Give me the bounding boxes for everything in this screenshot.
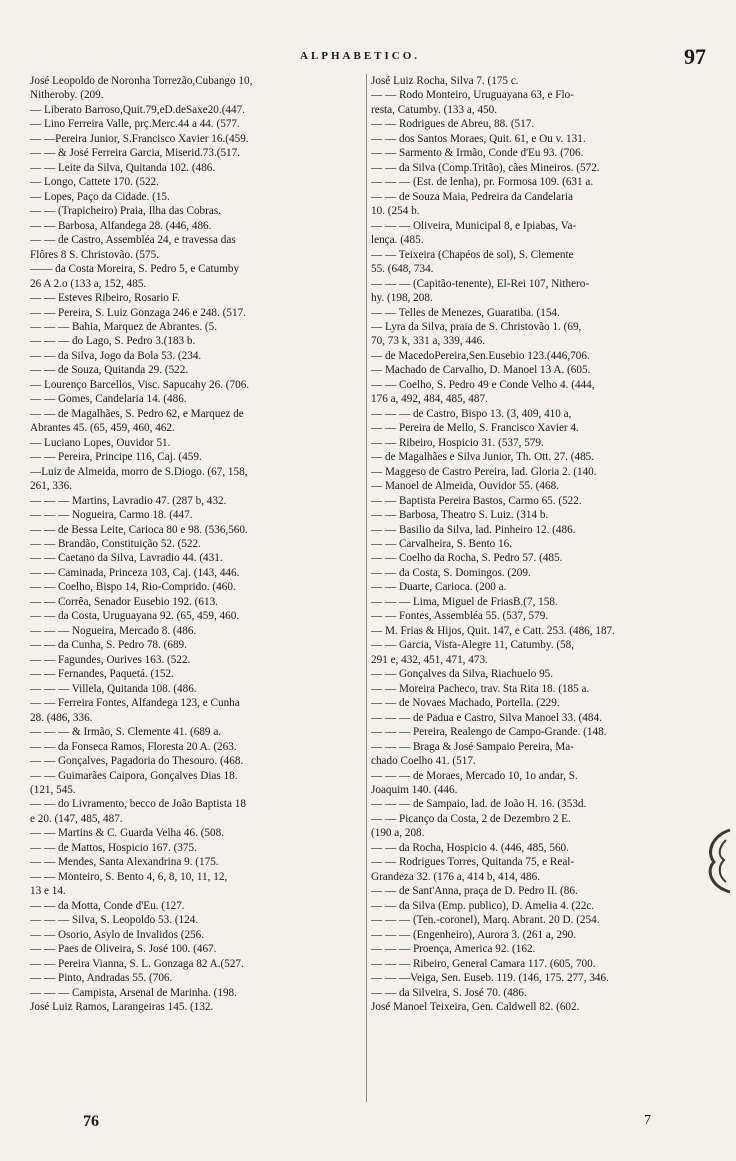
directory-entry: Grandeza 32. (176 a, 414 b, 414, 486.: [371, 870, 541, 883]
right-column: [371, 74, 707, 1014]
directory-entry: — — Picanço da Costa, 2 de Dezembro 2 E.: [371, 812, 571, 825]
directory-entry: — — —Veiga, Sen. Euseb. 119. (146, 175. 277, 346.: [371, 972, 609, 985]
directory-entry: 55. (648, 734.: [371, 263, 434, 276]
directory-entry: — Manoel de Almeida, Ouvidor 55. (468.: [371, 480, 559, 493]
directory-entry: — — Rodrigues Torres, Quitanda 75, e Real-: [371, 856, 575, 869]
directory-entry: — M. Frias & Hijos, Quit. 147, e Catt. 253. (486, 187.: [371, 624, 615, 637]
column-divider: [366, 74, 367, 1102]
directory-entry: — Luciano Lopes, Ouvidor 51.: [30, 436, 171, 449]
directory-entry: — de MacedoPereira,Sen.Eusebio 123.(446,706.: [371, 349, 590, 362]
directory-entry: — — — Lima, Miguel de FriasB.(7, 158.: [371, 595, 558, 608]
directory-entry: — — — de Moraes, Mercado 10, 1o andar, S.: [371, 769, 578, 782]
directory-entry: — — de Sant'Anna, praça de D. Pedro II. (86.: [371, 885, 578, 898]
directory-entry: — — Basilio da Silva, lad. Pinheiro 12. (486.: [371, 523, 576, 536]
directory-entry: — — — Oliveira, Municipal 8, e Ipiabas, Va-: [371, 219, 577, 232]
directory-entry: — Lino Ferreira Valle, prç.Merc.44 a 44. (577.: [30, 118, 240, 131]
directory-entry: 13 e 14.: [30, 885, 66, 898]
sheet-mark: 7: [644, 1113, 651, 1128]
directory-entry: 10. (254 b.: [371, 205, 420, 218]
directory-entry: — — Caminada, Princeza 103, Caj. (143, 446.: [30, 566, 240, 579]
directory-entry: — —Pereira Junior, S.Francisco Xavier 16.(459.: [30, 132, 249, 145]
directory-entry: — — — Ribeiro, General Camara 117. (605, 700.: [371, 957, 596, 970]
directory-entry: — — Barbosa, Alfandega 28. (446, 486.: [30, 219, 212, 232]
directory-entry: — — Fernandes, Paquetá. (152.: [30, 668, 174, 681]
directory-entry: — — — Braga & José Sampaio Pereira, Ma-: [371, 740, 574, 753]
directory-entry: — — — de Castro, Bispo 13. (3, 409, 410 a,: [371, 407, 572, 420]
directory-entry: — — & José Ferreira Garcia, Miserid.73.(517.: [30, 147, 241, 160]
directory-entry: — — Leite da Silva, Quitanda 102. (486.: [30, 161, 216, 174]
directory-entry: — — de Novaes Machado, Portella. (229.: [371, 697, 560, 710]
directory-entry: — — — Campista, Arsenal de Marinha. (198.: [30, 986, 237, 999]
directory-entry: — — Ribeiro, Hospicio 31. (537, 579.: [371, 436, 544, 449]
directory-entry: — — dos Santos Moraes, Quit. 61, e Ou v. 131.: [371, 132, 586, 145]
directory-entry: — — Coelho da Rocha, S. Pedro 57. (485.: [371, 552, 563, 565]
directory-entry: — Machado de Carvalho, D. Manoel 13 A. (605.: [371, 364, 591, 377]
directory-entry: — — (Trapicheiro) Praia, Ilha das Cobras.: [30, 205, 221, 218]
directory-entry: — — da Silva (Comp.Tritão), cães Mineiros. (572.: [371, 161, 600, 174]
directory-entry: — — Pereira, S. Luiz Gonzaga 246 e 248. (517.: [30, 306, 246, 319]
directory-entry: — — — (Engenheiro), Aurora 3. (261 a, 290.: [371, 928, 577, 941]
directory-entry: — Lourenço Barcellos, Visc. Sapucahy 26. (706.: [30, 378, 250, 391]
directory-entry: — — do Livramento, becco de João Baptista 18: [30, 798, 246, 811]
directory-entry: — — Pereira de Mello, S. Francisco Xavier 4.: [371, 422, 579, 435]
directory-entry: — — — Nogueira, Carmo 18. (447.: [30, 509, 193, 522]
directory-entry: — — Teixeira (Chapéos de sol), S. Clemente: [371, 248, 574, 261]
directory-entry: — — — (Est. de lenha), pr. Formosa 109. (631 a.: [371, 176, 594, 189]
directory-entry: — — de Bessa Leite, Carioca 80 e 98. (536,560.: [30, 523, 248, 536]
directory-entry: hy. (198, 208.: [371, 292, 433, 305]
directory-entry: — — — do Lago, S. Pedro 3.(183 b.: [30, 335, 196, 348]
directory-entry: — de Magalhães e Silva Junior, Th. Ott. 27. (485.: [371, 451, 595, 464]
directory-entry: 70, 73 k, 331 a, 339, 446.: [371, 335, 486, 348]
directory-entry: — — — Pereira, Realengo de Campo-Grande. (148.: [371, 726, 607, 739]
directory-entry: resta, Catumby. (133 a, 450.: [371, 103, 498, 116]
directory-entry: — — Gomes, Candelaria 14. (486.: [30, 393, 187, 406]
directory-entry: — — de Magalhães, S. Pedro 62, e Marquez de: [30, 407, 244, 420]
directory-entry: — Maggeso de Castro Pereira, lad. Gloria 2. (140.: [371, 465, 597, 478]
directory-entry: — — Garcia, Vista-Alegre 11, Catumby. (58,: [371, 639, 575, 652]
directory-entry: e 20. (147, 485, 487.: [30, 812, 123, 825]
directory-entry: (190 a, 208.: [371, 827, 425, 840]
directory-entry: José Luiz Rocha, Silva 7. (175 c.: [371, 75, 519, 87]
decorative-ornament: [700, 826, 736, 896]
directory-entry: — — — de Padua e Castro, Silva Manoel 33. (484.: [371, 711, 602, 724]
directory-entry: Flôres 8 S. Christovão. (575.: [30, 248, 159, 261]
directory-entry: — — da Silva, Jogo da Bola 53. (234.: [30, 349, 202, 362]
directory-entry: — — Telles de Menezes, Guaratiba. (154.: [371, 306, 560, 319]
page-number: 97: [684, 44, 706, 69]
directory-entry: — — da Fonseca Ramos, Floresta 20 A. (263.: [30, 740, 237, 753]
directory-entry: — — de Souza Maia, Pedreira da Candelaria: [371, 190, 573, 203]
directory-entry: — — da Costa, Uruguayana 92. (65, 459, 460.: [30, 610, 240, 623]
directory-entry: — — da Motta, Conde d'Eu. (127.: [30, 899, 185, 912]
directory-entry: — Lyra da Silva, praia de S. Christovão 1. (69,: [371, 320, 582, 333]
directory-entry: chado Coelho 41. (517.: [371, 755, 476, 768]
directory-entry: — — — Bahia, Marquez de Abrantes. (5.: [30, 320, 218, 333]
directory-entry: — — Corrêa, Senador Eusebio 192. (613.: [30, 595, 218, 608]
directory-entry: Joaquim 140. (446.: [371, 783, 458, 796]
directory-entry: — — Duarte, Carioca. (200 a.: [371, 581, 507, 594]
directory-entry: — — Pereira Vianna, S. L. Gonzaga 82 A.(527.: [30, 957, 244, 970]
directory-entry: — — Moreira Pacheco, trav. Sta Rita 18. (185 a.: [371, 682, 590, 695]
directory-entry: José Luiz Ramos, Larangeiras 145. (132.: [30, 1001, 214, 1013]
directory-entry: 176 a, 492, 484, 485, 487.: [371, 393, 488, 406]
directory-entry: — — de Mattos, Hospicio 167. (375.: [30, 841, 197, 854]
directory-entry: — — Pinto, Andradas 55. (706.: [30, 972, 173, 985]
directory-entry: José Manoel Teixeira, Gen. Caldwell 82. (602.: [371, 1001, 580, 1013]
directory-entry: — — — Silva, S. Leopoldo 53. (124.: [30, 914, 199, 927]
directory-entry: — — da Cunha, S. Pedro 78. (689.: [30, 639, 187, 652]
directory-entry: — — de Souza, Quitanda 29. (522.: [30, 364, 189, 377]
directory-entry: — — Rodrigues de Abreu, 88. (517.: [371, 118, 535, 131]
directory-entry: — — — Villela, Quitanda 108. (486.: [30, 682, 197, 695]
directory-entry: — — Caetano da Silva, Lavradio 44. (431.: [30, 552, 223, 565]
directory-entry: (121, 545.: [30, 783, 76, 796]
directory-entry: — — da Silveira, S. José 70. (486.: [371, 986, 527, 999]
directory-entry: — — Carvalheira, S. Bento 16.: [371, 538, 513, 550]
directory-entry: Nitheroby. (209.: [30, 89, 104, 102]
directory-entry: 28. (486, 336.: [30, 711, 93, 724]
directory-entry: — — Guimarães Caipora, Gonçalves Dias 18.: [30, 769, 238, 782]
directory-entry: — — Osorio, Asylo de Invalidos (256.: [30, 928, 205, 941]
directory-entry: — — Coelho, S. Pedro 49 e Conde Velho 4. (444,: [371, 378, 595, 391]
directory-entry: — — Fontes, Assembléa 55. (537, 579.: [371, 610, 549, 623]
directory-entry: — — Fagundes, Ourives 163. (522.: [30, 653, 191, 666]
signature-mark: 76: [83, 1113, 99, 1130]
directory-entry: — — Gonçalves da Silva, Riachuelo 95.: [371, 668, 554, 681]
directory-entry: — — Pereira, Principe 116, Caj. (459.: [30, 451, 202, 464]
directory-entry: 291 e, 432, 451, 471, 473.: [371, 653, 488, 666]
directory-entry: — — Paes de Oliveira, S. José 100. (467.: [30, 943, 217, 956]
running-title: ALPHABETICO.: [300, 50, 421, 62]
directory-entry: — — Sarmento & Irmão, Conde d'Eu 93. (706.: [371, 147, 584, 160]
directory-entry: — — Esteves Ribeiro, Rosario F.: [30, 292, 180, 305]
directory-entry: — — Barbosa, Theatro S. Luiz. (314 b.: [371, 509, 549, 522]
directory-entry: 26 A 2.o (133 a, 152, 485.: [30, 277, 147, 290]
left-column: [30, 74, 364, 1014]
directory-entry: — — da Rocha, Hospicio 4. (446, 485, 560.: [371, 841, 569, 854]
directory-entry: — Liberato Barroso,Quit.79,eD.deSaxe20.(447.: [30, 103, 245, 116]
directory-entry: — Longo, Cattete 170. (522.: [30, 176, 159, 189]
directory-entry: — — — Martins, Lavradio 47. (287 b, 432.: [30, 494, 227, 507]
directory-entry: — — — de Sampaio, lad. de João H. 16. (353d.: [371, 798, 587, 811]
directory-entry: — — — & Irmão, S. Clemente 41. (689 a.: [30, 726, 222, 739]
directory-entry: lença. (485.: [371, 234, 424, 247]
directory-entry: — — — Proença, America 92. (162.: [371, 943, 536, 956]
directory-entry: — — Monteiro, S. Bento 4, 6, 8, 10, 11, 12,: [30, 870, 228, 883]
directory-entry: — — — (Ten.-coronel), Marq. Abrant. 20 D. (254.: [371, 914, 600, 927]
directory-entry: — — da Costa, S. Domingos. (209.: [371, 566, 531, 579]
directory-entry: — — Martins & C. Guarda Velha 46. (508.: [30, 827, 224, 840]
directory-entry: — — Ferreira Fontes, Alfandega 123, e Cunha: [30, 697, 240, 710]
directory-entry: — — — (Capitão-tenente), El-Rei 107, Nithero-: [371, 277, 590, 290]
directory-entry: — — de Castro, Assembléa 24, e travessa das: [30, 234, 236, 247]
directory-entry: — — Baptista Pereira Bastos, Carmo 65. (522.: [371, 494, 582, 507]
directory-entry: — Lopes, Paço da Cidade. (15.: [30, 190, 170, 203]
directory-entry: José Leopoldo de Noronha Torrezão,Cubango 10,: [30, 75, 253, 87]
directory-entry: — — Brandão, Constituição 52. (522.: [30, 538, 201, 550]
directory-entry: — — Coelho, Bispo 14, Rio-Comprido. (460.: [30, 581, 236, 594]
directory-entry: —— da Costa Moreira, S. Pedro 5, e Catumby: [30, 263, 240, 276]
directory-entry: — — — Nogueira, Mercado 8. (486.: [30, 624, 197, 637]
directory-entry: 261, 336.: [30, 480, 72, 493]
directory-entry: — — Gonçalves, Pagadoria do Thesouro. (468.: [30, 755, 244, 768]
directory-entry: — — Rodo Monteiro, Uruguayana 63, e Flo-: [371, 89, 574, 102]
directory-entry: —Luiz de Almeida, morro de S.Diogo. (67, 158,: [30, 465, 248, 478]
directory-entry: — — da Silva (Emp. publico), D. Amelia 4. (22c.: [371, 899, 595, 912]
directory-entry: Abrantes 45. (65, 459, 460, 462.: [30, 422, 175, 435]
directory-entry: — — Mendes, Santa Alexandrina 9. (175.: [30, 856, 219, 869]
page-header: [0, 44, 736, 70]
